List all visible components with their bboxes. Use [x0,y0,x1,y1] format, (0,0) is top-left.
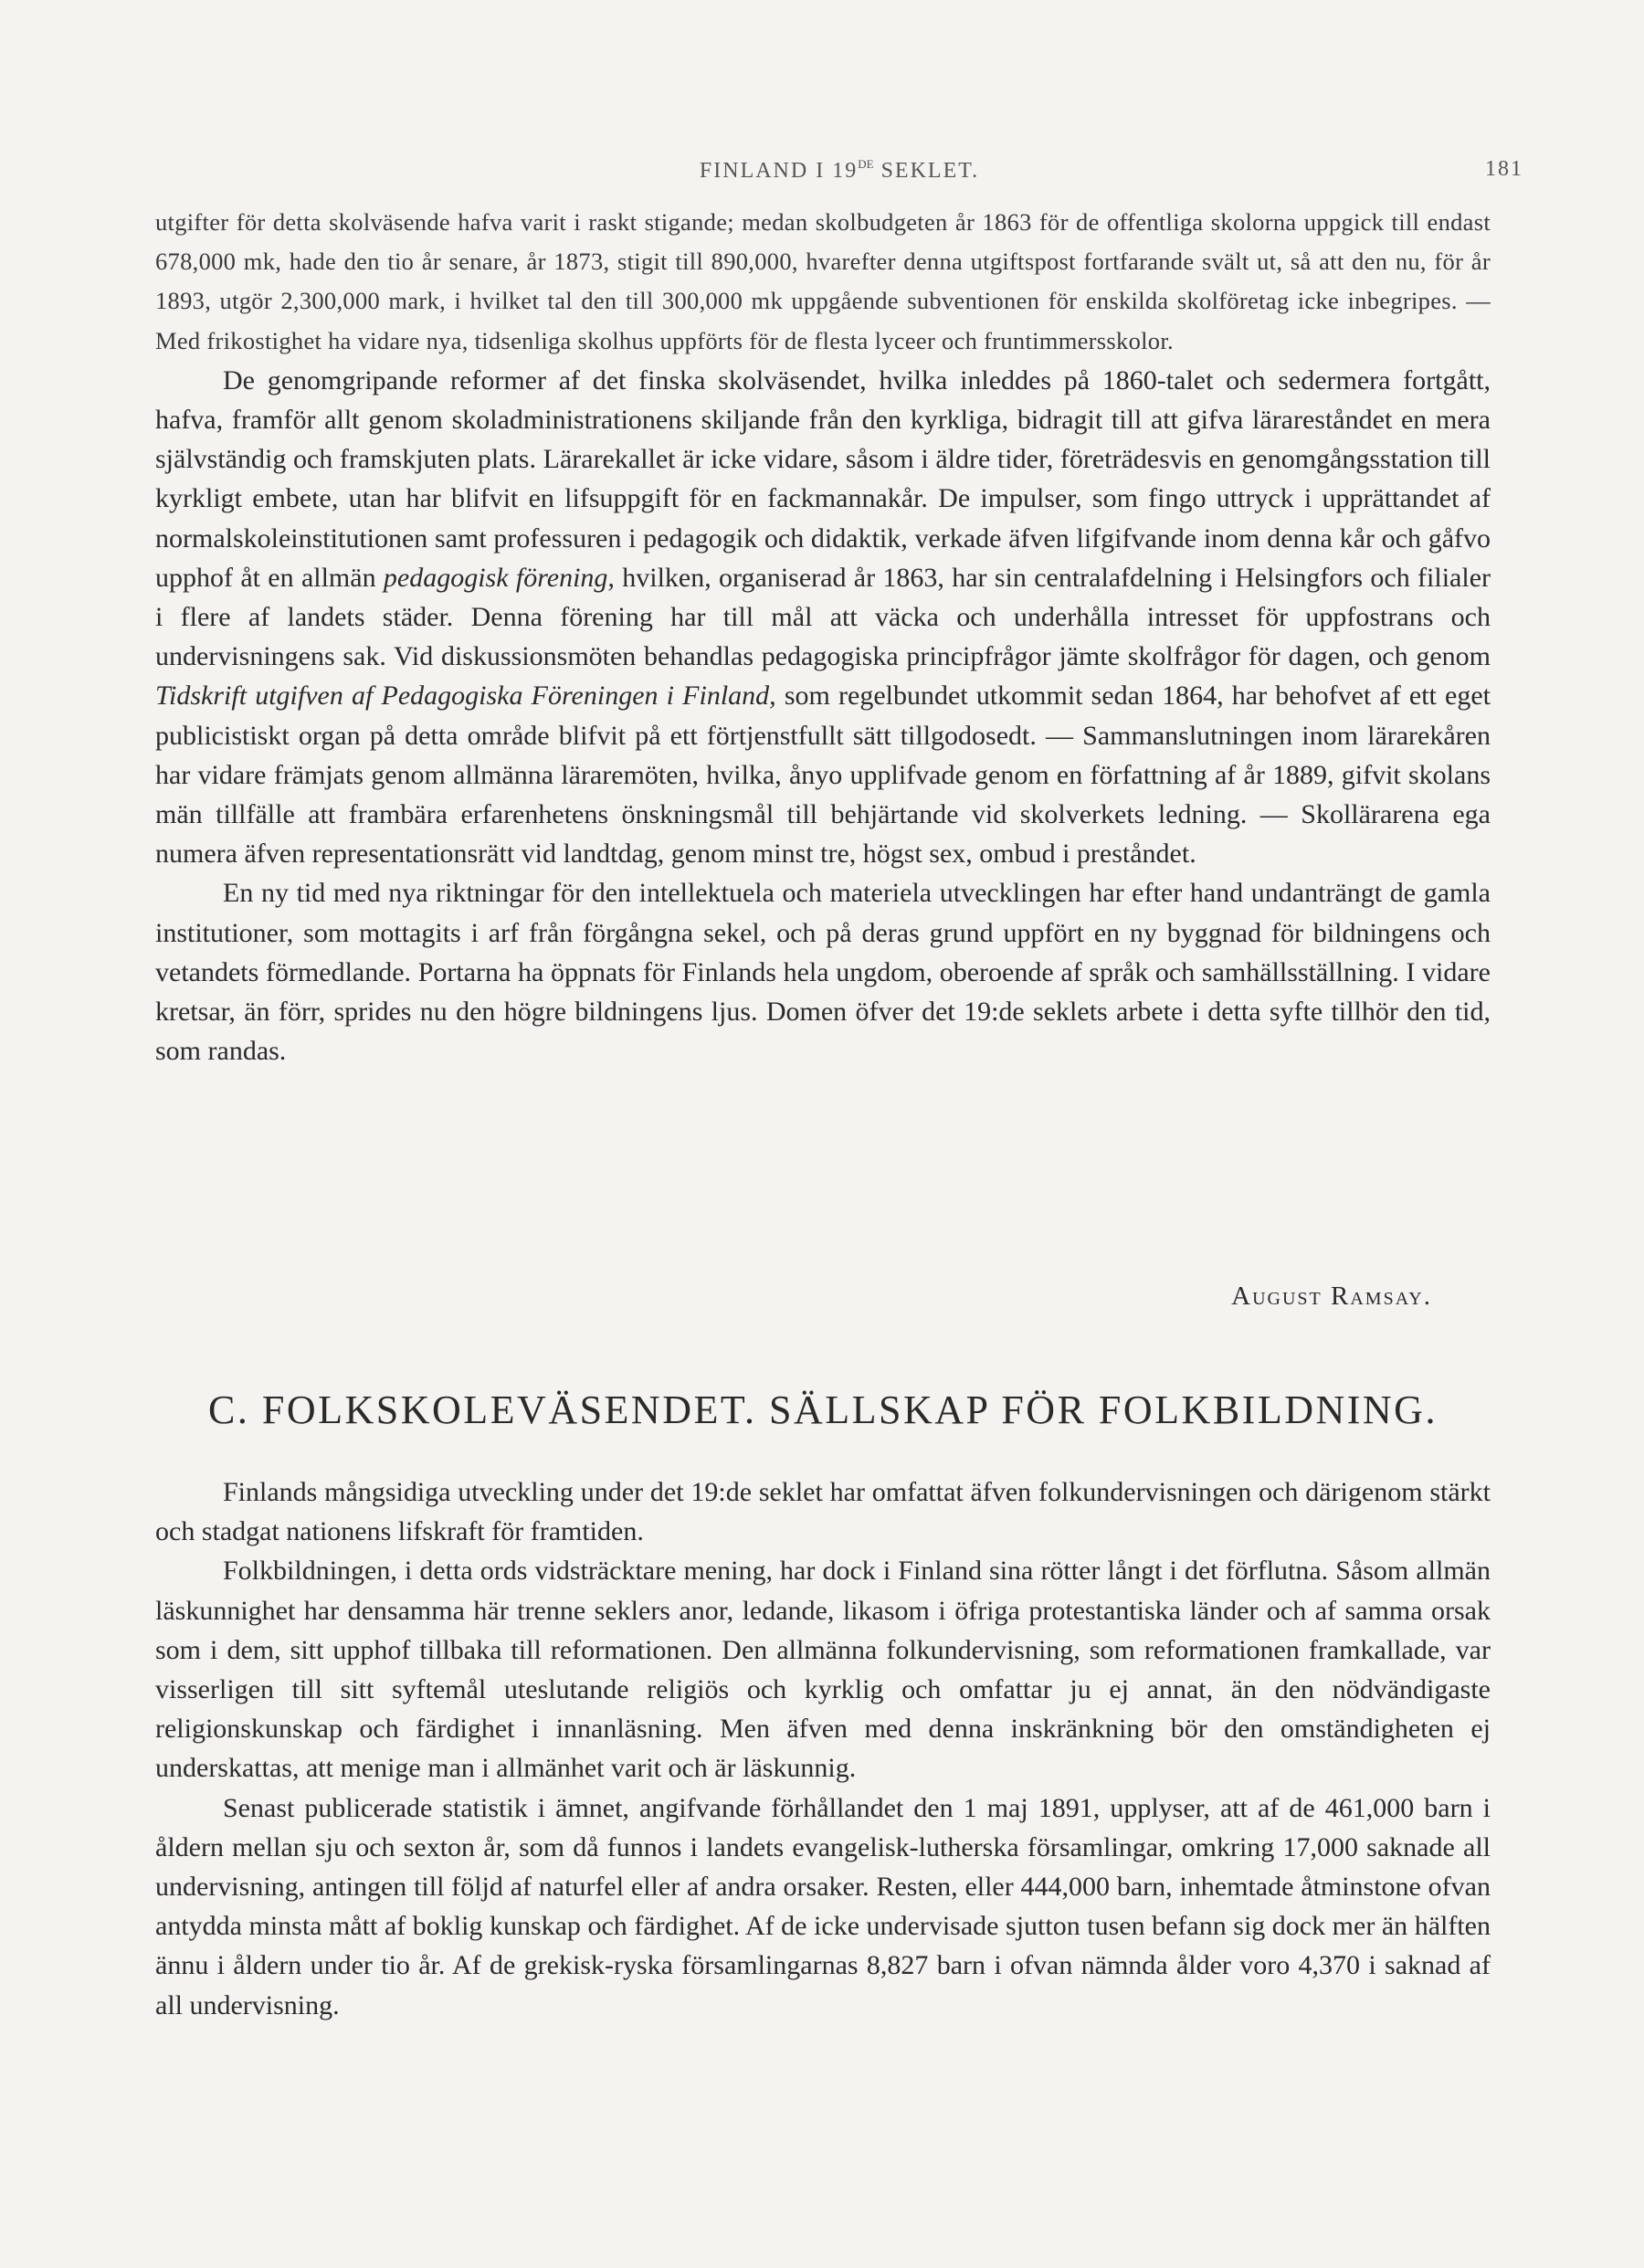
paragraph-intro: Finlands mångsidiga utveckling under det 19:de seklet har omfattat äfven folkundervisningen och därigenom stärkt och stadgat nationens lifskraft för framtiden. [155,1477,1491,1547]
italic-term: pedagogisk förening, [383,562,615,593]
running-head [155,157,1523,194]
paragraph-continued: utgifter för detta skolväsende hafva varit i raskt stigande; medan skolbudgeten år 1863 för de offentliga skolorna uppgick till endast 678,000 mk, hade den tio år senare, år 1873, stigit till 890,000, hvarefter denna utgiftspost fortfarande svält ut, så att den nu, för år 1893, utgör 2,300,000 mark, i hvilket tal den till 300,000 mk uppgående subventionen för enskilda skolföretag icke inbegripes. — Med frikostighet ha vidare nya, tidsenliga skolhus uppförts för de flesta lyceer och fruntimmersskolor. [155,208,1491,354]
ordinal-suffix: DE [858,157,874,171]
section-c-text [155,1472,1491,2025]
section-b-text [155,203,1491,1071]
paragraph-new-era: En ny tid med nya riktningar för den intellektuela och materiela utvecklingen har efter hand undanträngt de gamla institutioner, som mottagits i arf från förgångna sekel, och på deras grund uppfört en ny byggnad för bildningens och vetandets förmedlande. Portarna ha öppnats för Finlands hela ungdom, oberoende af språk och samhällsställning. I vidare kretsar, än förr, sprides nu den högre bildningens ljus. Domen öfver det 19:de seklets arbete i detta syfte tillhör den tid, som randas. [155,878,1491,1067]
running-title: FINLAND I 19DE SEKLET. [699,157,980,183]
paragraph-statistics: Senast publicerade statistik i ämnet, angifvande förhållandet den 1 maj 1891, upplyser, att af de 461,000 barn i åldern mellan sju och sexton år, som då funnos i landets evangelisk-lutherska församlingar, omkring 17,000 saknade all undervisning, antingen till följd af naturfel eller af andra orsaker. Resten, eller 444,000 barn, inhemtade åtminstone ofvan antydda minsta mått af boklig kunskap och färdighet. Af de icke undervisade sjutton tusen befann sig dock mer än hälften ännu i åldern under tio år. Af de grekisk-ryska församlingarnas 8,827 barn i ofvan nämnda ålder voro 4,370 i saknad af all undervisning. [155,1792,1491,2020]
page-number: 181 [1485,157,1523,181]
section-heading: C. FOLKSKOLEVÄSENDET. SÄLLSKAP FÖR FOLKBILDNING. [208,1387,1438,1432]
author-signature: August Ramsay. [1231,1282,1432,1311]
paragraph-history: Folkbildningen, i detta ords vidsträcktare mening, har dock i Finland sina rötter långt i det förflutna. Såsom allmän läskunnighet har densamma här trenne seklers anor, ledande, likasom i öfriga protestantiska länder och af samma orsak som i dem, sitt upphof tillbaka till reformationen. Den allmänna folkundervisning, som reformationen framkallade, var visserligen till sitt syftemål uteslutande religiös och kyrklig och omfattar ju ej annat, än den nödvändigaste religionskunskap och färdighet i innanläsning. Men äfven med denna inskränkning bör den omständigheten ej underskattas, att menige man i allmänhet varit och är läskunnig. [155,1556,1491,1784]
paragraph-reforms: De genomgripande reformer af det finska skolväsendet, hvilka inleddes på 1860-talet och sedermera fortgått, hafva, framför allt genom skoladministrationens skiljande från den kyrkliga, bidragit till att gifva lärareståndet en mera självständig och framskjuten plats. Lärarekallet är icke vidare, såsom i äldre tider, företrädesvis en genomgångsstation till kyrkligt embete, utan har blifvit en lifsuppgift för en fackmannakår. De impulser, som fingo uttryck i upprättandet af normalskoleinstitutionen samt professuren i pedagogik och didaktik, verkade äfven lifgifvande inom denna kår och gåfvo upphof åt en allmän pedagogisk förening, hvilken, organiserad år 1863, har sin centralafdelning i Helsingfors och filialer i flere af landets städer. Denna förening har till mål att väcka och underhålla intresset för uppfostrans och undervisningens sak. Vid diskussionsmöten behandlas pedagogiska principfrågor jämte skolfrågor för dagen, och genom Tidskrift utgifven af Pedagogiska Föreningen i Finland, som regelbundet utkommit sedan 1864, har behofvet af ett eget publicistiskt organ på detta område blifvit på ett förtjenstfullt sätt tillgodosedt. — Sammanslutningen inom lärarekåren har vidare främjats genom allmänna läraremöten, hvilka, ånyo upplifvade genom en författning af år 1889, gifvit skolans män tillfälle att frambära erfarenhetens önskningsmål till behjärtande vid skolverkets ledning. — Skollärarena ega numera äfven representationsrätt vid landtdag, genom minst tre, högst sex, ombud i preståndet. [155,364,1491,870]
journal-title: Tidskrift utgifven af Pedagogiska Föreningen i Finland, [155,680,776,712]
